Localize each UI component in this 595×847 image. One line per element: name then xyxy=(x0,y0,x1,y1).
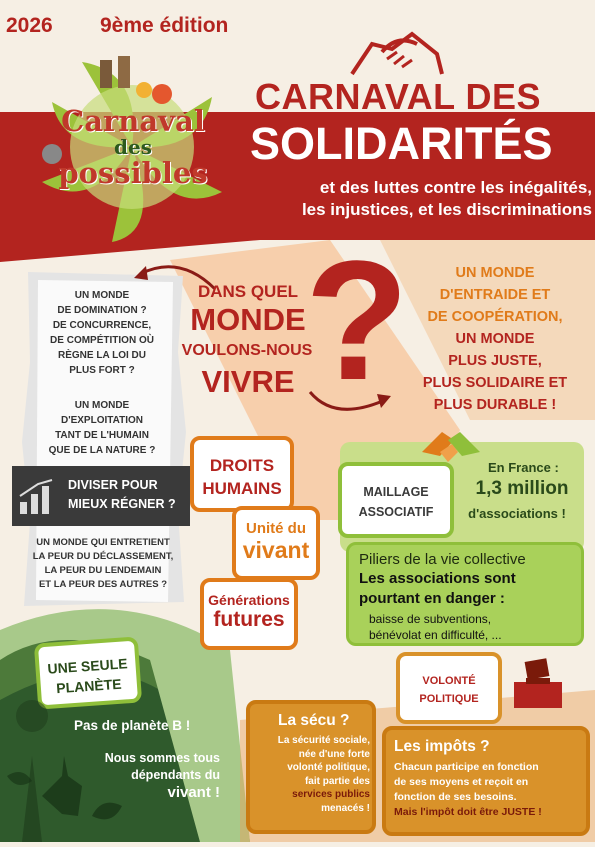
piliers-title: Piliers de la vie collective xyxy=(359,551,526,568)
impots-line: de ses moyens et reçoit en xyxy=(394,776,529,788)
right-panel-line: D'ENTRAIDE ET xyxy=(439,287,551,303)
unite-line: vivant xyxy=(242,537,310,563)
left-block-2-line: D'EXPLOITATION xyxy=(60,415,143,426)
logo-word-1: Carnaval xyxy=(61,104,205,138)
dependants-line: dépendants du xyxy=(131,768,220,782)
detail-line: bénévolat en difficulté, ... xyxy=(369,628,502,642)
subtitle-line-1: et des luttes contre les inégalités, xyxy=(319,178,592,197)
impots-line: fonction de ses besoins. xyxy=(394,791,517,803)
left-block-3-line: LA PEUR DU DÉCLASSEMENT, xyxy=(32,551,174,562)
maillage-badge xyxy=(338,462,454,538)
left-block-1-line: RÈGNE LA LOI DU xyxy=(58,350,146,361)
left-block-1-line: DE CONCURRENCE, xyxy=(52,320,152,331)
secu-card xyxy=(246,700,376,834)
million-value: 1,3 million xyxy=(475,478,569,499)
question-line-4: VIVRE xyxy=(201,364,295,399)
planete-badge-line: PLANÈTE xyxy=(55,675,123,697)
question-mark: ? xyxy=(305,226,409,416)
divide-banner xyxy=(12,466,190,526)
edition-number: 9ème édition xyxy=(100,14,229,37)
unite-text xyxy=(236,510,316,564)
impots-line: Chacun participe en fonction xyxy=(394,761,539,773)
left-block-1 xyxy=(22,288,182,378)
secu-menaces: menacés ! xyxy=(321,802,370,814)
subtitle-line-2: les injustices, et les discriminations xyxy=(301,200,592,219)
left-block-2-line: QUE DE LA NATURE ? xyxy=(48,445,156,456)
left-block-2-line: TANT DE L'HUMAIN xyxy=(55,430,149,441)
logo-word-3: possibles xyxy=(58,156,208,190)
droits-line: HUMAINS xyxy=(202,479,282,498)
dependants-text xyxy=(78,750,220,801)
left-block-3-line: UN MONDE QUI ENTRETIENT xyxy=(36,537,170,548)
secu-line: née d'une forte xyxy=(298,748,370,760)
danger-line: Les associations sont xyxy=(359,570,516,587)
unite-line: Unité du xyxy=(246,520,306,537)
left-block-1-line: DE COMPÉTITION OÙ xyxy=(50,335,154,346)
secu-line: fait partie des xyxy=(304,775,370,787)
generations-line: Générations xyxy=(208,592,290,608)
logo-text xyxy=(48,104,218,190)
left-block-1-line: UN MONDE xyxy=(74,290,130,301)
left-block-3 xyxy=(20,536,186,592)
right-panel-line: PLUS DURABLE ! xyxy=(433,397,557,413)
right-panel-line: UN MONDE xyxy=(455,265,535,281)
right-panel-line: PLUS JUSTE, xyxy=(448,353,542,369)
dependants-line: vivant ! xyxy=(167,784,220,801)
volonte-text xyxy=(400,656,498,708)
left-block-3-line: ET LA PEUR DES AUTRES ? xyxy=(38,579,168,590)
impots-text xyxy=(394,760,588,820)
generations-text xyxy=(204,582,294,632)
question-line-1: DANS QUEL xyxy=(197,282,299,301)
danger-line: pourtant en danger : xyxy=(359,590,505,607)
maillage-line: ASSOCIATIF xyxy=(358,505,434,519)
right-panel-line: DE COOPÉRATION, xyxy=(427,309,563,325)
secu-text xyxy=(254,734,370,815)
question-line-2: MONDE xyxy=(190,302,306,337)
planete-badge-line: UNE SEULE xyxy=(46,655,129,677)
secu-line: La sécurité sociale, xyxy=(277,735,370,746)
impots-title: Les impôts ? xyxy=(394,738,490,755)
generations-line: futures xyxy=(213,608,285,631)
left-block-2 xyxy=(22,398,182,458)
generations-futures-card xyxy=(200,578,298,650)
banner-text xyxy=(68,476,176,514)
title-line-1: CARNAVAL DES xyxy=(255,76,542,117)
right-panel xyxy=(400,262,590,416)
bar-chart-icon xyxy=(18,476,58,521)
impots-card xyxy=(382,726,590,836)
impots-final: Mais l'impôt doit être JUSTE ! xyxy=(394,806,542,818)
title-line-2: SOLIDARITÉS xyxy=(250,118,553,169)
piliers-card xyxy=(346,542,584,646)
logo-word-2: des xyxy=(114,135,152,159)
unite-vivant-card xyxy=(232,506,320,580)
danger-text xyxy=(359,569,516,609)
right-panel-line: PLUS SOLIDAIRE ET xyxy=(422,375,568,391)
volonte-line: POLITIQUE xyxy=(419,693,479,705)
banner-line: DIVISER POUR xyxy=(68,478,158,492)
maillage-text xyxy=(342,466,450,522)
maillage-line: MAILLAGE xyxy=(363,485,429,499)
detail-line: baisse de subventions, xyxy=(369,612,492,626)
secu-title: La sécu ? xyxy=(278,712,350,729)
pas-de-planete-b: Pas de planète B ! xyxy=(74,718,191,733)
danger-detail xyxy=(369,611,502,643)
left-block-2-line: UN MONDE xyxy=(74,400,130,411)
droits-humains-card xyxy=(190,436,294,512)
edition-year: 2026 xyxy=(6,14,53,37)
droits-text xyxy=(194,440,290,500)
question-line-3: VOULONS-NOUS xyxy=(181,342,313,359)
secu-services: services publics xyxy=(292,789,370,800)
secu-line: volonté politique, xyxy=(287,762,370,773)
volonte-politique-badge xyxy=(396,652,502,724)
left-block-1-line: DE DOMINATION ? xyxy=(57,305,147,316)
planete-badge-text xyxy=(38,641,137,700)
volonte-line: VOLONTÉ xyxy=(422,675,476,687)
left-block-3-line: LA PEUR DU LENDEMAIN xyxy=(44,565,162,576)
right-panel-line: UN MONDE xyxy=(455,331,535,347)
left-block-1-line: PLUS FORT ? xyxy=(69,365,135,376)
ballot-box-icon xyxy=(508,656,568,717)
droits-line: DROITS xyxy=(209,456,275,475)
en-france-label: En France : xyxy=(488,460,559,475)
dependants-line: Nous sommes tous xyxy=(104,751,220,765)
associations-count-label: d'associations ! xyxy=(468,506,566,521)
banner-line: MIEUX RÉGNER ? xyxy=(68,497,176,511)
